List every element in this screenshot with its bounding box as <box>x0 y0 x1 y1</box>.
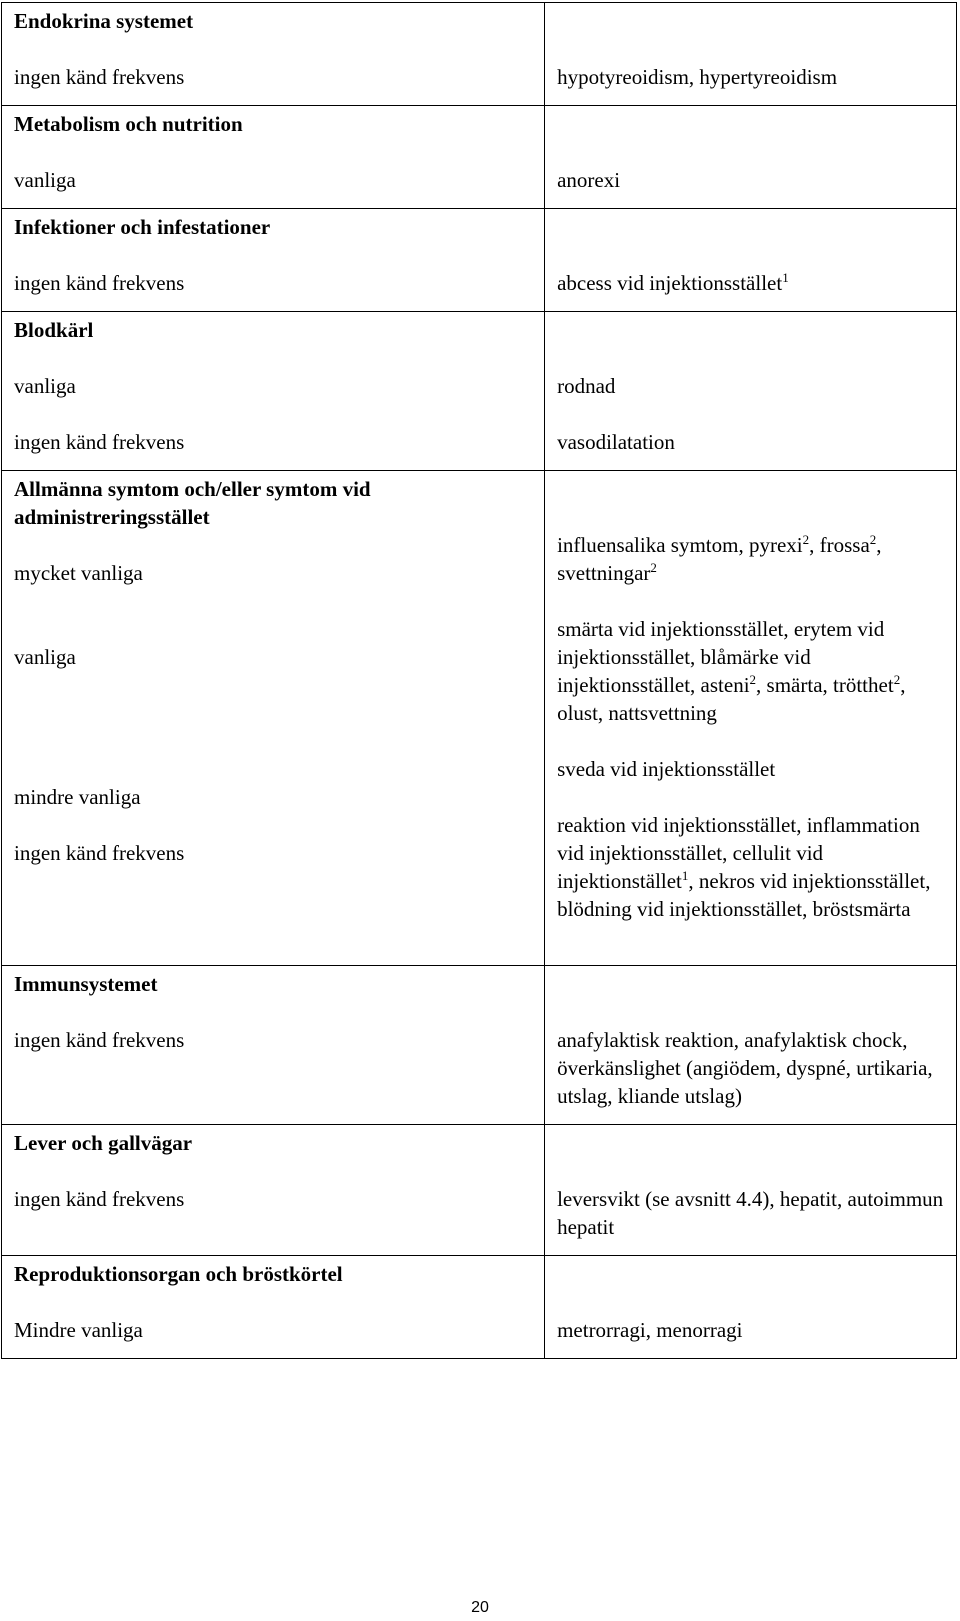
frequency-label: vanliga <box>14 168 76 192</box>
page-number: 20 <box>471 1599 489 1616</box>
section-left-cell <box>2 1125 545 1256</box>
section-right-cell <box>545 1125 957 1256</box>
frequency-label: ingen känd frekvens <box>14 1187 185 1211</box>
section-right-cell <box>545 106 957 209</box>
frequency-label: ingen känd frekvens <box>14 271 185 295</box>
section-row-lever-och-gallvagar <box>2 1125 957 1256</box>
section-right-cell <box>545 312 957 471</box>
frequency-label: vanliga <box>14 645 76 669</box>
footnote-marker: 2 <box>869 532 877 547</box>
reaction-terms <box>557 63 944 91</box>
reaction-terms <box>557 811 944 923</box>
heading-spacer <box>557 316 944 344</box>
reaction-text: , svettningar <box>557 533 882 585</box>
reaction-text: influensalika symtom, pyrexi <box>557 533 803 557</box>
reaction-text: , nekros vid injektionsstället, blödning vid injektionsstället, bröstsmärta <box>557 869 931 921</box>
section-left-cell <box>2 209 545 312</box>
adverse-reactions-table <box>1 2 957 1359</box>
reaction-terms <box>557 166 944 194</box>
reaction-terms <box>557 531 944 587</box>
section-row-blodkarl <box>2 312 957 471</box>
footnote-marker: 1 <box>681 868 689 883</box>
heading-spacer <box>557 970 944 998</box>
section-left-cell <box>2 106 545 209</box>
section-right-cell <box>545 1256 957 1359</box>
reaction-text: abcess vid injektionsstället <box>557 271 783 295</box>
footnote-marker: 2 <box>749 672 757 687</box>
section-row-immunsystemet <box>2 966 957 1125</box>
reaction-terms <box>557 1026 944 1110</box>
heading-spacer <box>557 7 944 35</box>
footnote-marker: 2 <box>802 532 810 547</box>
reaction-terms <box>557 615 944 727</box>
footnote-marker: 2 <box>893 672 901 687</box>
reaction-terms <box>557 428 944 456</box>
reaction-text: rodnad <box>557 374 616 398</box>
reaction-terms <box>557 1316 944 1344</box>
section-row-metabolism-och-nutrition <box>2 106 957 209</box>
section-left-cell <box>2 312 545 471</box>
section-row-reproduktionsorgan-och-brostkortel <box>2 1256 957 1359</box>
reaction-text: hypotyreoidism, hypertyreoidism <box>557 65 838 89</box>
reaction-text: reaktion vid injektionsstället, inflammation vid injektionsstället, cellulit vid injektionstället <box>557 813 920 893</box>
section-right-cell <box>545 209 957 312</box>
section-heading: Blodkärl <box>14 318 94 342</box>
frequency-label: mindre vanliga <box>14 785 141 809</box>
reaction-text: anafylaktisk reaktion, anafylaktisk chock, överkänslighet (angiödem, dyspné, urtikaria, utslag, kliande utslag) <box>557 1028 933 1108</box>
section-left-cell <box>2 3 545 106</box>
reaction-terms <box>557 1185 944 1241</box>
frequency-label: ingen känd frekvens <box>14 841 185 865</box>
section-right-cell <box>545 471 957 966</box>
heading-spacer <box>557 110 944 138</box>
reaction-terms <box>557 269 944 297</box>
heading-spacer <box>557 1260 944 1288</box>
reaction-text: vasodilatation <box>557 430 675 454</box>
reaction-terms <box>557 372 944 400</box>
heading-spacer <box>557 1129 944 1157</box>
reaction-text: , smärta, trötthet <box>756 673 894 697</box>
footnote-marker: 2 <box>650 560 657 575</box>
section-row-infektioner-och-infestationer <box>2 209 957 312</box>
frequency-label: ingen känd frekvens <box>14 430 185 454</box>
section-right-cell <box>545 966 957 1125</box>
reaction-text: leversvikt (se avsnitt 4.4), hepatit, autoimmun hepatit <box>557 1187 944 1239</box>
reaction-text: anorexi <box>557 168 621 192</box>
reaction-text: , olust, nattsvettning <box>557 673 906 725</box>
section-heading: Metabolism och nutrition <box>14 112 243 136</box>
reaction-terms <box>557 755 944 783</box>
reaction-text: metrorragi, menorragi <box>557 1318 743 1342</box>
heading-spacer <box>557 475 944 503</box>
frequency-label: vanliga <box>14 374 76 398</box>
footnote-marker: 1 <box>782 270 789 285</box>
reaction-text: sveda vid injektionsstället <box>557 757 776 781</box>
section-heading: Reproduktionsorgan och bröstkörtel <box>14 1262 343 1286</box>
heading-spacer <box>557 213 944 241</box>
frequency-label: ingen känd frekvens <box>14 1028 185 1052</box>
frequency-label: mycket vanliga <box>14 561 143 585</box>
section-left-cell <box>2 471 545 966</box>
section-heading: Endokrina systemet <box>14 9 194 33</box>
section-heading: Lever och gallvägar <box>14 1131 193 1155</box>
section-left-cell <box>2 1256 545 1359</box>
section-heading: Immunsystemet <box>14 972 158 996</box>
section-right-cell <box>545 3 957 106</box>
section-heading: Infektioner och infestationer <box>14 215 271 239</box>
section-left-cell <box>2 966 545 1125</box>
section-heading: Allmänna symtom och/eller symtom vid administreringsstället <box>14 477 371 529</box>
frequency-label: ingen känd frekvens <box>14 65 185 89</box>
section-row-allmanna-symtom-och-eller-symtom-vid-administreringsstallet <box>2 471 957 966</box>
section-row-endokrina-systemet <box>2 3 957 106</box>
frequency-label: Mindre vanliga <box>14 1318 143 1342</box>
reaction-text: smärta vid injektionsstället, erytem vid injektionsstället, blåmärke vid injektionsstället, asteni <box>557 617 885 697</box>
reaction-text: , frossa <box>809 533 870 557</box>
